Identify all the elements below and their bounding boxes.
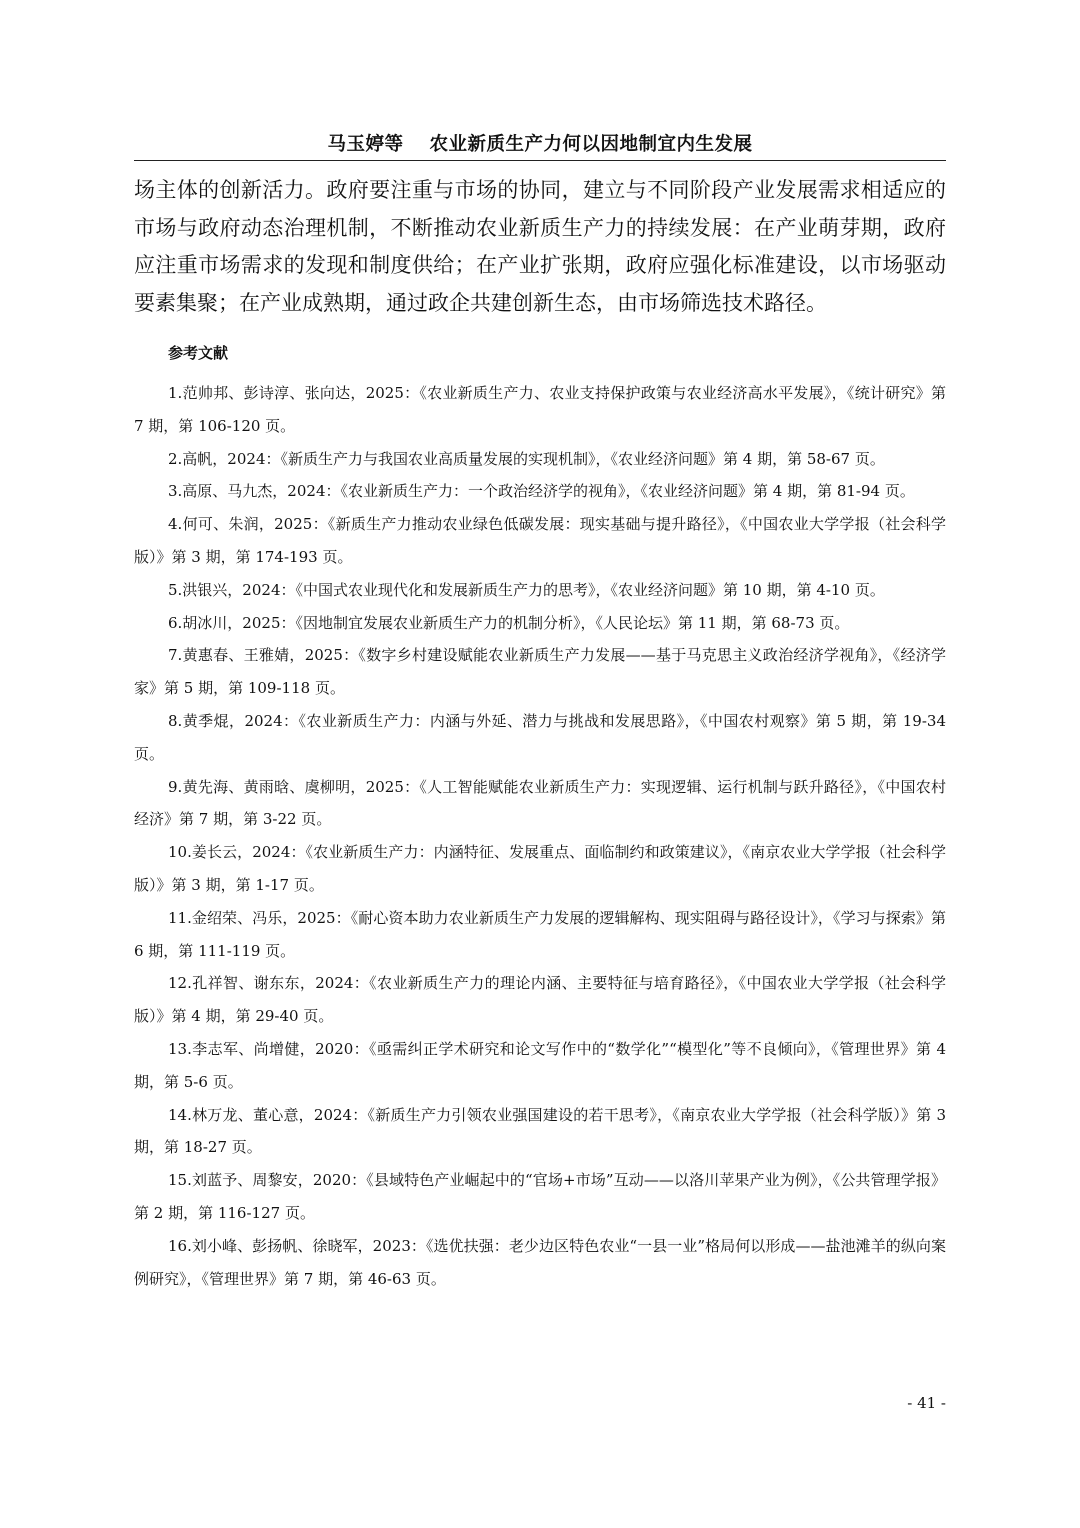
reference-item: 12.孔祥智、谢东东，2024：《农业新质生产力的理论内涵、主要特征与培育路径》，《中国农业大学学报（社会科学版）》第 4 期，第 29-40 页。 xyxy=(134,974,946,1026)
header-authors: 马玉婷等 xyxy=(327,134,404,155)
reference-item: 10.姜长云，2024：《农业新质生产力：内涵特征、发展重点、面临制约和政策建议》，《南京农业大学学报（社会科学版）》第 3 期，第 1-17 页。 xyxy=(134,843,946,894)
reference-item: 7.黄惠春、王雅婧，2025：《数字乡村建设赋能农业新质生产力发展——基于马克思主义政治经济学视角》，《经济学家》第 5 期，第 109-118 页。 xyxy=(134,646,946,698)
reference-item: 15.刘蓝予、周黎安，2020：《县域特色产业崛起中的“官场+市场”互动——以洛川苹果产业为例》，《公共管理学报》第 2 期，第 116-127 页。 xyxy=(134,1171,946,1222)
reference-item: 11.金绍荣、冯乐，2025：《耐心资本助力农业新质生产力发展的逻辑解构、现实阻碍与路径设计》，《学习与探索》第 6 期，第 111-119 页。 xyxy=(134,908,946,960)
reference-item: 5.洪银兴，2024：《中国式农业现代化和发展新质生产力的思考》，《农业经济问题》第 10 期，第 4-10 页。 xyxy=(168,580,885,599)
reference-item: 8.黄季焜，2024：《农业新质生产力：内涵与外延、潜力与挑战和发展思路》，《中国农村观察》第 5 期，第 19-34 页。 xyxy=(134,711,946,763)
reference-item: 6.胡冰川，2025：《因地制宜发展农业新质生产力的机制分析》，《人民论坛》第 11 期，第 68-73 页。 xyxy=(168,613,850,632)
references-heading: 参考文献 xyxy=(168,344,229,362)
body-paragraph: 场主体的创新活力。政府要注重与市场的协同，建立与不同阶段产业发展需求相适应的市场与政府动态治理机制，不断推动农业新质生产力的持续发展：在产业萌芽期，政府应注重市场需求的发现和制度供给；在产业扩张期，政府应强化标准建设，以市场驱动要素集聚；在产业成熟期，通过政企共建创新生态，由市场筛选技术路径。 xyxy=(134,178,946,315)
reference-item: 1.范帅邦、彭诗淳、张向达，2025：《农业新质生产力、农业支持保护政策与农业经济高水平发展》，《统计研究》第 7 期，第 106-120 页。 xyxy=(134,384,946,435)
reference-list xyxy=(134,377,946,1295)
reference-item: 13.李志军、尚增健，2020：《亟需纠正学术研究和论文写作中的“数学化”“模型化”等不良倾向》，《管理世界》第 4 期，第 5-6 页。 xyxy=(134,1039,946,1091)
reference-item: 2.高帆，2024：《新质生产力与我国农业高质量发展的实现机制》，《农业经济问题》第 4 期，第 58-67 页。 xyxy=(168,449,885,468)
running-header xyxy=(134,130,946,161)
page-number: - 41 - xyxy=(907,1394,946,1412)
reference-item: 4.何可、朱润，2025：《新质生产力推动农业绿色低碳发展：现实基础与提升路径》，《中国农业大学学报（社会科学版）》第 3 期，第 174-193 页。 xyxy=(134,515,946,566)
reference-item: 3.高原、马九杰，2024：《农业新质生产力：一个政治经济学的视角》，《农业经济问题》第 4 期，第 81-94 页。 xyxy=(168,482,915,501)
header-title: 农业新质生产力何以因地制宜内生发展 xyxy=(429,134,753,155)
reference-item: 16.刘小峰、彭扬帆、徐晓军，2023：《选优扶强：老少边区特色农业“一县一业”格局何以形成——盐池滩羊的纵向案例研究》，《管理世界》第 7 期，第 46-63 页。 xyxy=(134,1236,946,1288)
reference-item: 9.黄先海、黄雨晗、虞柳明，2025：《人工智能赋能农业新质生产力：实现逻辑、运行机制与跃升路径》，《中国农村经济》第 7 期，第 3-22 页。 xyxy=(134,777,946,829)
reference-item: 14.林万龙、董心意，2024：《新质生产力引领农业强国建设的若干思考》，《南京农业大学学报（社会科学版）》第 3 期，第 18-27 页。 xyxy=(134,1105,946,1157)
